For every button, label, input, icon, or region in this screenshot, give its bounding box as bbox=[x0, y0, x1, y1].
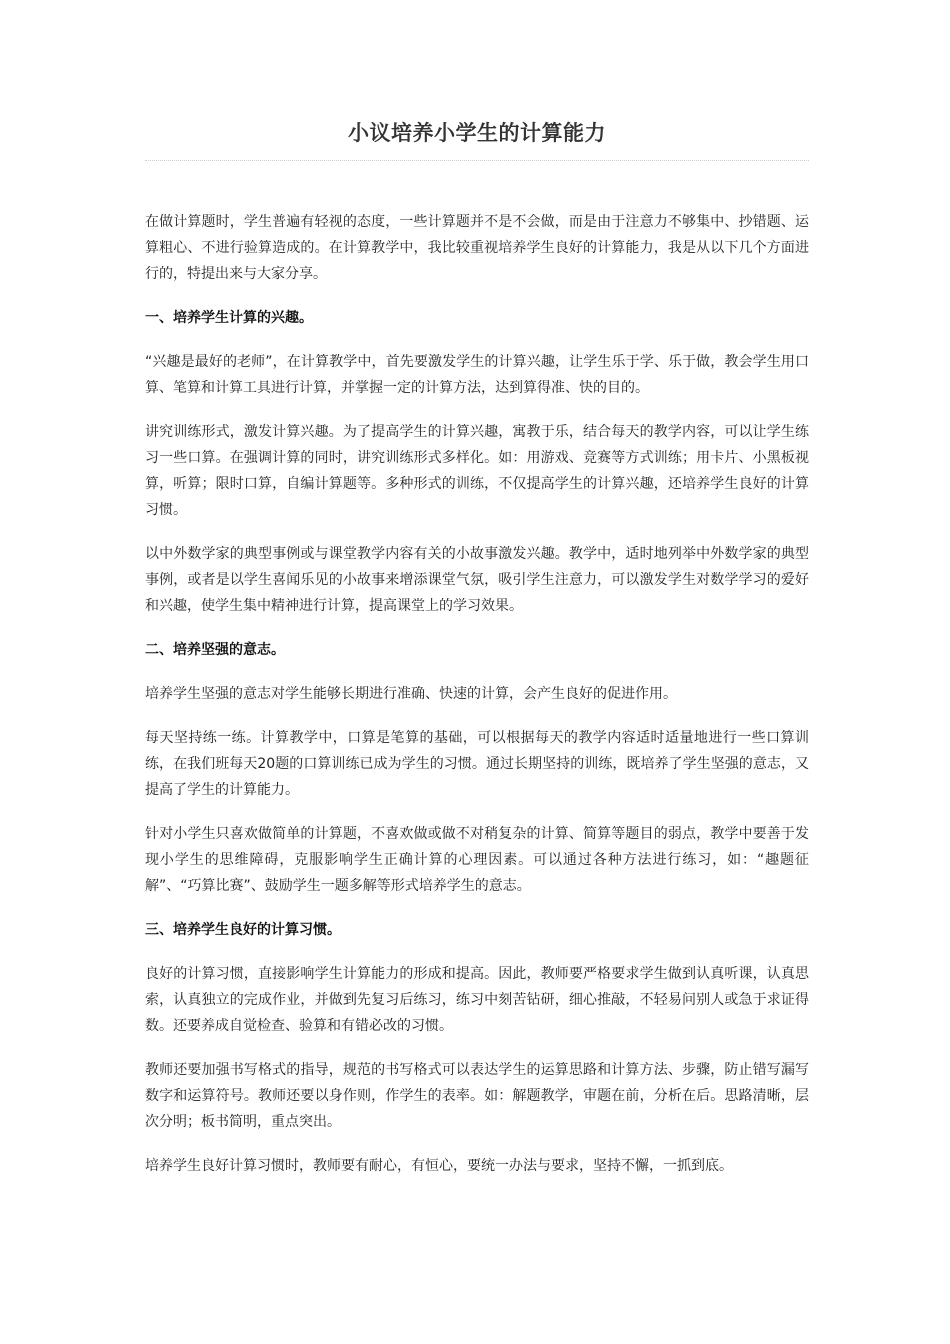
paragraph: “兴趣是最好的老师”，在计算教学中，首先要激发学生的计算兴趣，让学生乐于学、乐于做，教会学生用口算、笔算和计算工具进行计算，并掌握一定的计算方法，达到算得准、快的目的。 bbox=[145, 354, 809, 396]
section-heading-1: 一、培养学生计算的兴趣。 bbox=[145, 310, 313, 326]
paragraph: 教师还要加强书写格式的指导，规范的书写格式可以表达学生的运算思路和计算方法、步骤，防止错写漏写数字和运算符号。教师还要以身作则，作学生的表率。如：解题教学，审题在前，分析在后。思路清晰，层次分明；板书简明，重点突出。 bbox=[145, 1062, 809, 1130]
paragraph: 良好的计算习惯，直接影响学生计算能力的形成和提高。因此，教师要严格要求学生做到认真听课，认真思索，认真独立的完成作业，并做到先复习后练习，练习中刻苦钻研，细心推敲，不轻易问别人或急于求证得数。还要养成自觉检查、验算和有错必改的习惯。 bbox=[145, 966, 809, 1034]
paragraph: 针对小学生只喜欢做简单的计算题，不喜欢做或做不对稍复杂的计算、简算等题目的弱点，教学中要善于发现小学生的思维障碍，克服影响学生正确计算的心理因素。可以通过各种方法进行练习，如：“趣题征解”、“巧算比赛”、鼓励学生一题多解等形式培养学生的意志。 bbox=[145, 826, 809, 894]
paragraph: 讲究训练形式，激发计算兴趣。为了提高学生的计算兴趣，寓教于乐，结合每天的教学内容，可以让学生练习一些口算。在强调计算的同时，讲究训练形式多样化。如：用游戏、竞赛等方式训练；用卡片、小黑板视算，听算；限时口算，自编计算题等。多种形式的训练，不仅提高学生的计算兴趣，还培养学生良好的计算习惯。 bbox=[145, 424, 809, 518]
section-heading-2: 二、培养坚强的意志。 bbox=[145, 642, 285, 658]
intro-paragraph: 在做计算题时，学生普遍有轻视的态度，一些计算题并不是不会做，而是由于注意力不够集中、抄错题、运算粗心、不进行验算造成的。在计算教学中，我比较重视培养学生良好的计算能力，我是从以下几个方面进行的，特提出来与大家分享。 bbox=[145, 214, 809, 282]
paragraph: 培养学生坚强的意志对学生能够长期进行准确、快速的计算，会产生良好的促进作用。 bbox=[145, 686, 677, 702]
paragraph: 每天坚持练一练。计算教学中，口算是笔算的基础，可以根据每天的教学内容适时适量地进行一些口算训练，在我们班每天20题的口算训练已成为学生的习惯。通过长期坚持的训练，既培养了学生坚强的意志，又提高了学生的计算能力。 bbox=[145, 730, 809, 798]
article bbox=[145, 118, 809, 1197]
paragraph: 以中外数学家的典型事例或与课堂教学内容有关的小故事激发兴趣。教学中，适时地列举中外数学家的典型事例，或者是以学生喜闻乐见的小故事来增添课堂气氛，吸引学生注意力，可以激发学生对数学学习的爱好和兴趣，使学生集中精神进行计算，提高课堂上的学习效果。 bbox=[145, 546, 809, 614]
page-title: 小议培养小学生的计算能力 bbox=[348, 121, 606, 145]
section-heading-3: 三、培养学生良好的计算习惯。 bbox=[145, 922, 341, 938]
paragraph: 培养学生良好计算习惯时，教师要有耐心，有恒心，要统一办法与要求，坚持不懈，一抓到底。 bbox=[145, 1158, 733, 1174]
title-divider bbox=[145, 160, 809, 161]
